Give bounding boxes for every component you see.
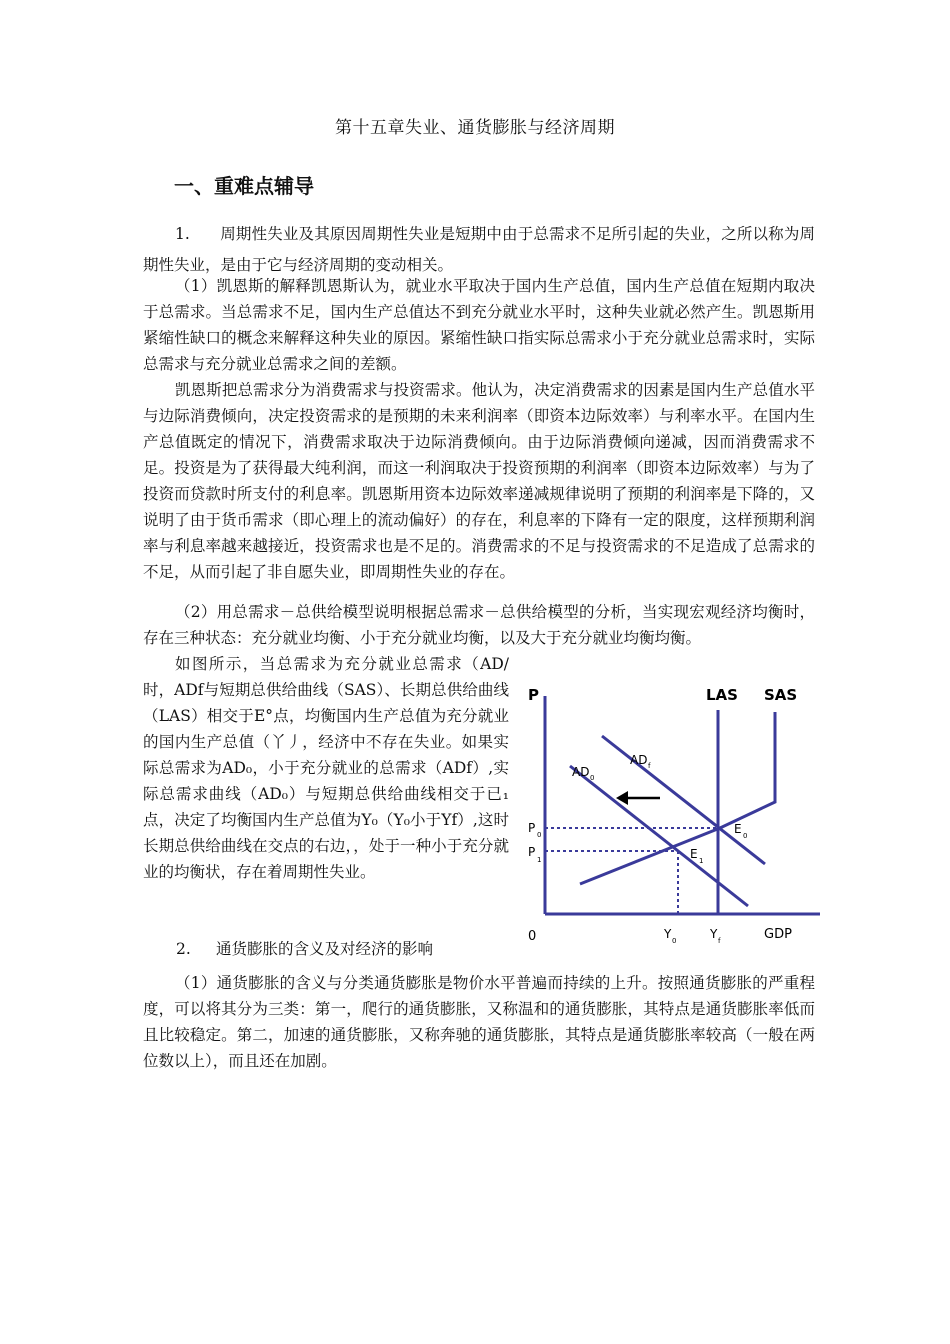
e0-label: E xyxy=(734,822,742,836)
figure-explanation-paragraph xyxy=(143,651,509,885)
adf-subscript: f xyxy=(648,762,651,770)
y0-label: Y xyxy=(664,927,672,941)
ad-as-diagram xyxy=(520,678,830,946)
item-1-paragraph xyxy=(143,219,815,281)
adf-label: AD xyxy=(630,753,648,767)
adas-text: （2）用总需求－总供给模型说明根据总需求－总供给模型的分析，当实现宏观经济均衡时，存在三种状态：充分就业均衡、小于充分就业均衡，以及大于充分就业均衡均衡。 xyxy=(143,603,815,647)
chapter-title: 第十五章失业、通货膨胀与经济周期 xyxy=(335,118,615,138)
item-2-number: 2. xyxy=(176,940,191,958)
inflation-paragraph xyxy=(143,970,815,1074)
ad0-label: AD xyxy=(572,765,590,779)
e0-subscript: 0 xyxy=(743,832,748,840)
keynes-paragraph-2 xyxy=(143,377,815,585)
yf-label: Y xyxy=(710,927,718,941)
ad0-curve xyxy=(570,766,748,906)
adas-paragraph xyxy=(143,599,815,651)
origin-label: 0 xyxy=(528,929,537,944)
sas-label: SAS xyxy=(764,686,798,704)
item-1-text: 1. 周期性失业及其原因周期性失业是短期中由于总需求不足所引起的失业，之所以称为周期性失业，是由于它与经济周期的变动相关。 xyxy=(143,225,815,274)
las-label: LAS xyxy=(706,686,738,704)
y0-subscript: 0 xyxy=(672,937,677,945)
p0-label: P xyxy=(528,821,536,835)
figure-explanation-text: 如图所示，当总需求为充分就业总需求（AD/时，ADf与短期总供给曲线（SAS）、长期总供给曲线（LAS）相交于E°点，均衡国内生产总值为充分就业的国内生产总值（丫丿，经济中不存在失业。如果实际总需求为AD₀，小于充分就业的总需求（ADf）,实际总需求曲线（AD₀）与短期总供给曲线相交于已₁点，决定了均衡国内生产总值为Y₀（Y₀小于Yf）,这时长期总供给曲线在交点的右边，，处于一种小于充分就业的均衡状，存在着周期性失业。 xyxy=(143,655,509,881)
x-axis-label: GDP xyxy=(764,927,792,942)
p1-label: P xyxy=(528,845,536,859)
e1-label: E xyxy=(690,847,698,861)
e1-subscript: 1 xyxy=(699,857,704,865)
yf-subscript: f xyxy=(718,937,721,945)
section-heading: 一、重难点辅导 xyxy=(174,174,314,198)
y-axis-label: P xyxy=(528,686,539,704)
ad0-subscript: 0 xyxy=(590,774,595,782)
inflation-text: （1）通货膨胀的含义与分类通货膨胀是物价水平普遍而持续的上升。按照通货膨胀的严重程度，可以将其分为三类：第一，爬行的通货膨胀，又称温和的通货膨胀，其特点是通货膨胀率低而且比较稳定。第二，加速的通货膨胀，又称奔驰的通货膨胀，其特点是通货膨胀率较高（一般在两位数以上），而且还在加剧。 xyxy=(143,974,815,1070)
p1-subscript: 1 xyxy=(537,856,542,864)
keynes-paragraph-1 xyxy=(143,273,815,377)
p0-subscript: 0 xyxy=(537,831,542,839)
item-2-title: 通货膨胀的含义及对经济的影响 xyxy=(216,940,434,958)
keynes-text-1: （1）凯恩斯的解释凯恩斯认为，就业水平取决于国内生产总值，国内生产总值在短期内取决于总需求。当总需求不足，国内生产总值达不到充分就业水平时，这种失业就必然产生。凯恩斯用紧缩性缺口的概念来解释这种失业的原因。紧缩性缺口指实际总需求小于充分就业总需求时，实际总需求与充分就业总需求之间的差额。 xyxy=(143,277,815,373)
keynes-text-2: 凯恩斯把总需求分为消费需求与投资需求。他认为，决定消费需求的因素是国内生产总值水平与边际消费倾向，决定投资需求的是预期的未来利润率（即资本边际效率）与利率水平。在国内生产总值既定的情况下，消费需求取决于边际消费倾向。由于边际消费倾向递减，因而消费需求不足。投资是为了获得最大纯利润，而这一利润取决于投资预期的利润率（即资本边际效率）与为了投资而贷款时所支付的利息率。凯恩斯用资本边际效率递减规律说明了预期的利润率是下降的，又说明了由于货币需求（即心理上的流动偏好）的存在，利息率的下降有一定的限度，这样预期利润率与利息率越来越接近，投资需求也是不足的。消费需求的不足与投资需求的不足造成了总需求的不足，从而引起了非自愿失业，即周期性失业的存在。 xyxy=(143,381,815,581)
item-2-heading xyxy=(176,937,433,959)
